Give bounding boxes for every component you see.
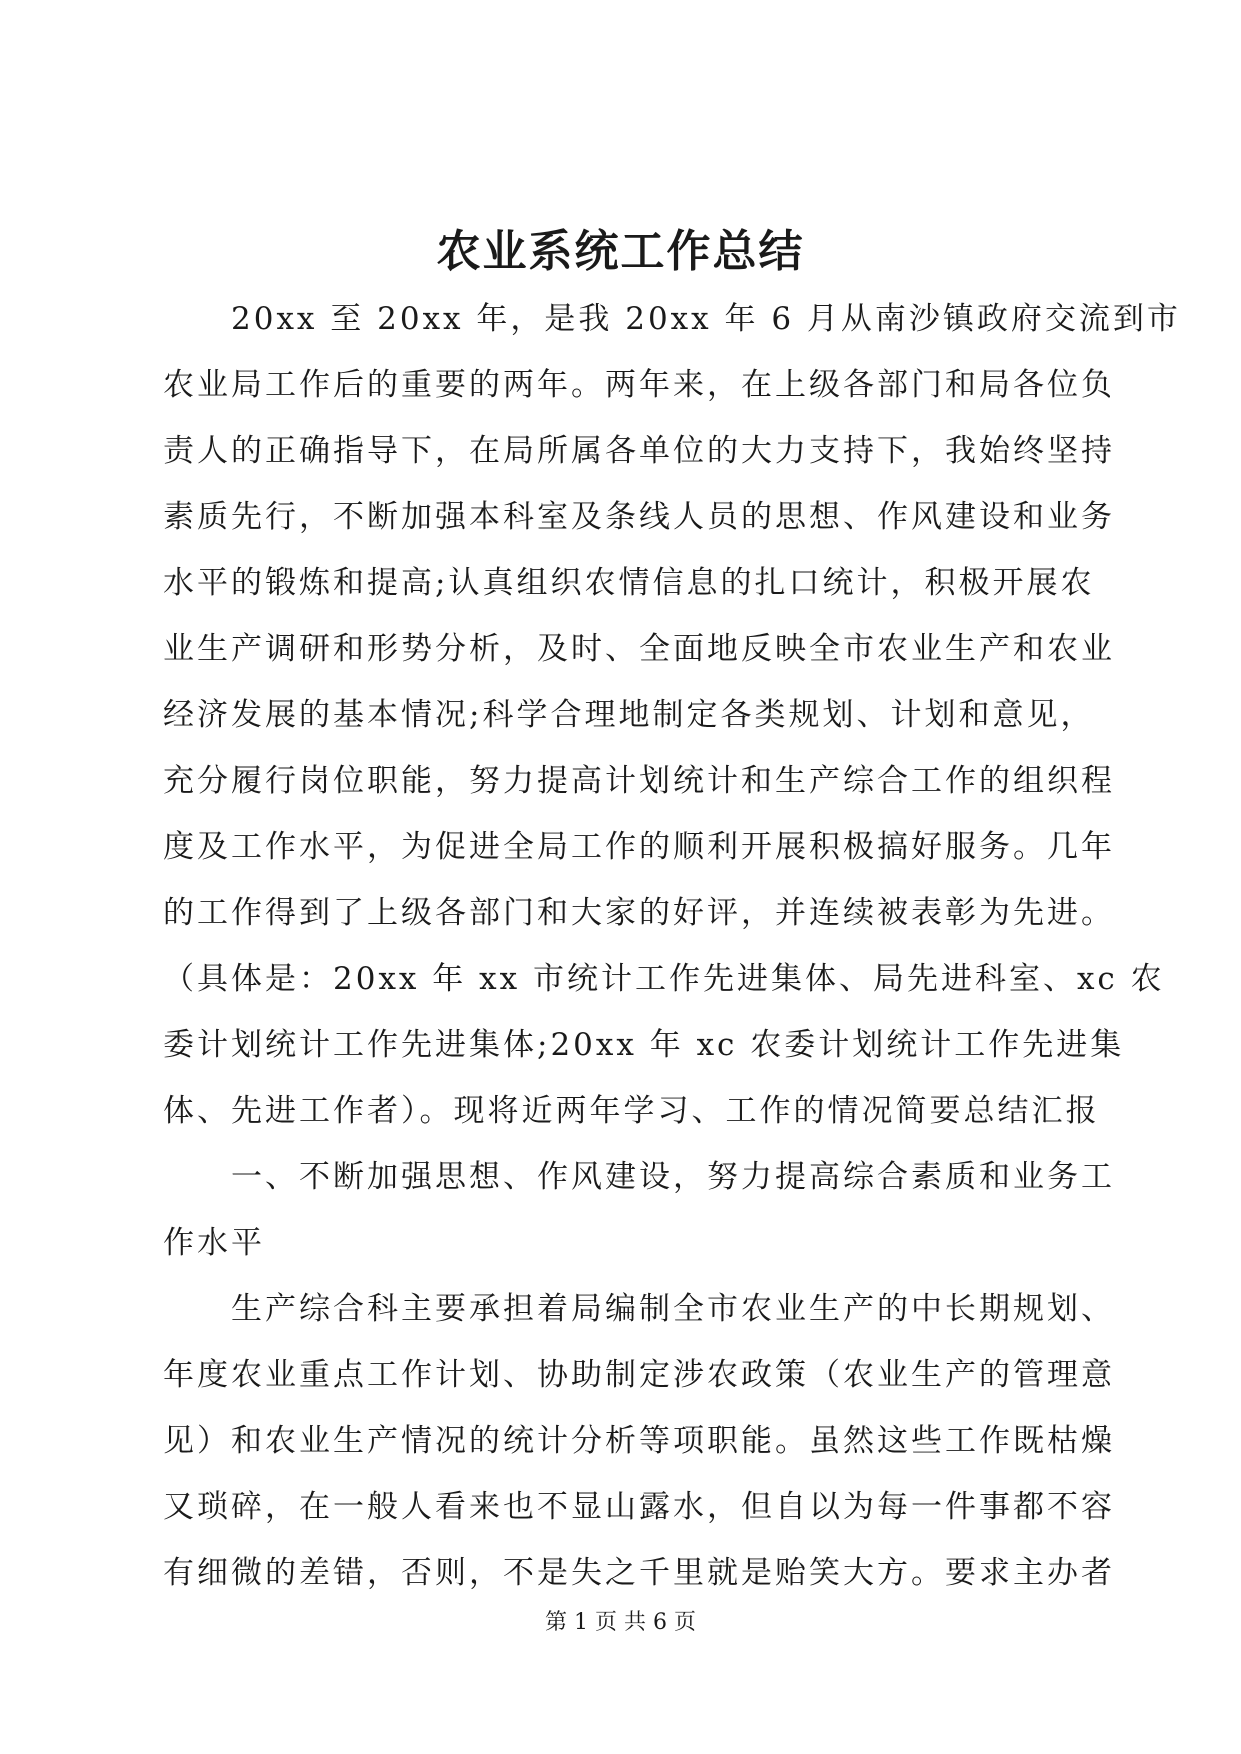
paragraph-line: 责人的正确指导下，在局所属各单位的大力支持下，我始终坚持 <box>163 433 1115 469</box>
paragraph-line: 的工作得到了上级各部门和大家的好评，并连续被表彰为先进。 <box>163 895 1115 931</box>
paragraph-line: 业生产调研和形势分析，及时、全面地反映全市农业生产和农业 <box>163 631 1115 667</box>
paragraph-line: 经济发展的基本情况;科学合理地制定各类规划、计划和意见， <box>163 697 1095 733</box>
paragraph-line: 有细微的差错，否则，不是失之千里就是贻笑大方。要求主办者 <box>163 1555 1115 1591</box>
paragraph-line: 年度农业重点工作计划、协助制定涉农政策（农业生产的管理意 <box>163 1357 1115 1393</box>
paragraph-line: 水平的锻炼和提高;认真组织农情信息的扎口统计，积极开展农 <box>163 565 1095 601</box>
paragraph-line: 素质先行，不断加强本科室及条线人员的思想、作风建设和业务 <box>163 499 1115 535</box>
paragraph-line: （具体是：20xx 年 xx 市统计工作先进集体、局先进科室、xc 农 <box>163 961 1165 997</box>
page-number-footer: 第 1 页 共 6 页 <box>545 1610 696 1635</box>
document-body <box>163 286 1181 1606</box>
paragraph-line: 农业局工作后的重要的两年。两年来，在上级各部门和局各位负 <box>163 367 1115 403</box>
paragraph-line: 生产综合科主要承担着局编制全市农业生产的中长期规划、 <box>231 1291 1115 1327</box>
paragraph-line: 度及工作水平，为促进全局工作的顺利开展积极搞好服务。几年 <box>163 829 1115 865</box>
section-heading-line: 作水平 <box>163 1225 265 1261</box>
paragraph-line: 委计划统计工作先进集体;20xx 年 xc 农委计划统计工作先进集 <box>163 1027 1125 1063</box>
section-heading-line: 一、不断加强思想、作风建设，努力提高综合素质和业务工 <box>231 1159 1115 1195</box>
paragraph-line: 20xx 至 20xx 年，是我 20xx 年 6 月从南沙镇政府交流到市 <box>231 301 1181 337</box>
paragraph-line: 充分履行岗位职能，努力提高计划统计和生产综合工作的组织程 <box>163 763 1115 799</box>
document-title: 农业系统工作总结 <box>436 226 805 277</box>
paragraph-line: 又琐碎，在一般人看来也不显山露水，但自以为每一件事都不容 <box>163 1489 1115 1525</box>
paragraph-line: 体、先进工作者）。现将近两年学习、工作的情况简要总结汇报 <box>163 1093 1100 1129</box>
paragraph-line: 见）和农业生产情况的统计分析等项职能。虽然这些工作既枯燥 <box>163 1423 1115 1459</box>
